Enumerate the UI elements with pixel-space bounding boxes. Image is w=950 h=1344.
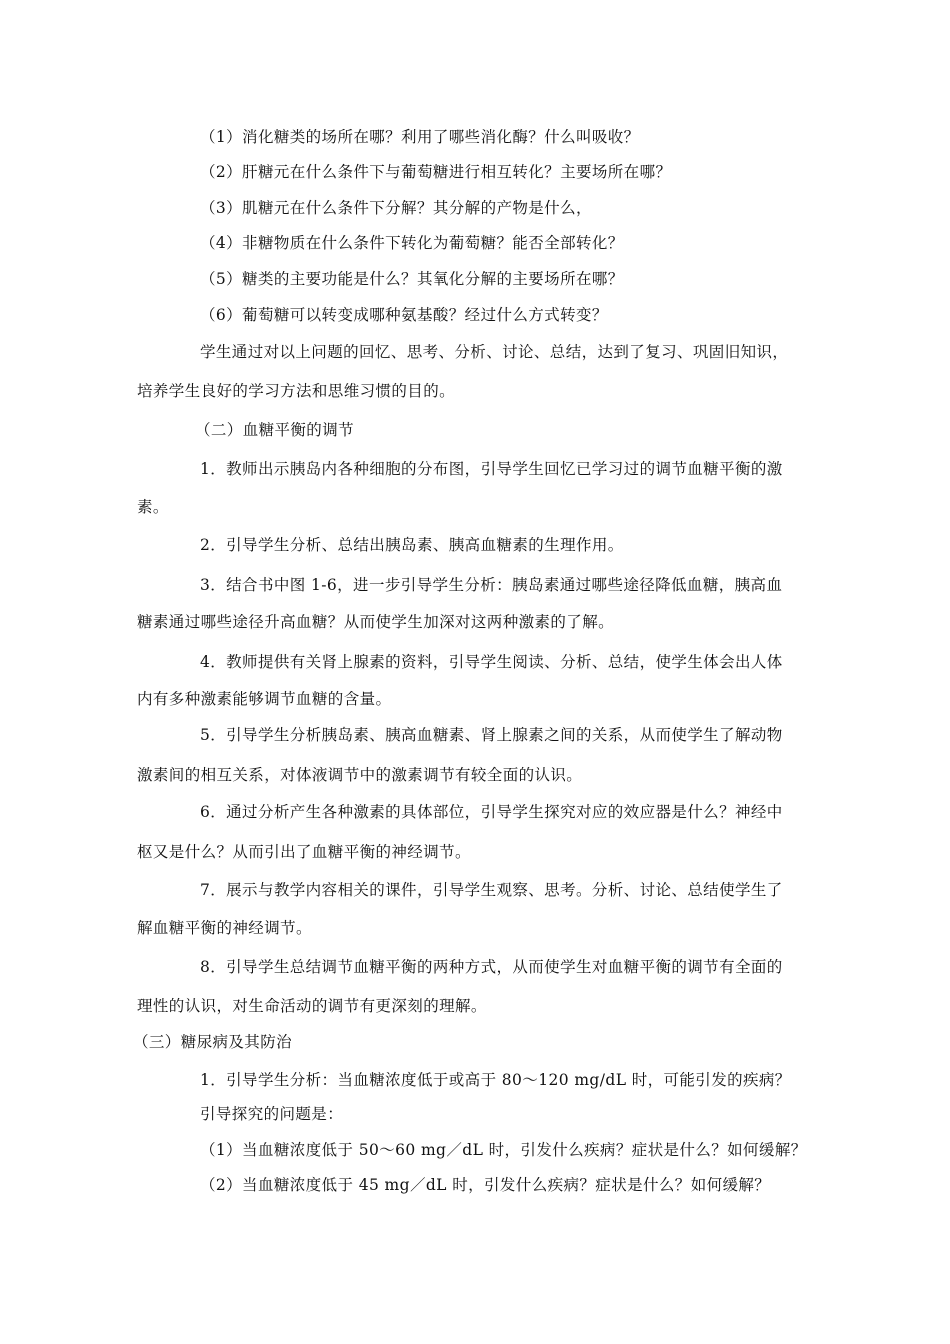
- question-5: （5）糖类的主要功能是什么？其氧化分解的主要场所在哪？: [200, 270, 624, 288]
- list-item-6-cont: 枢又是什么？从而引出了血糖平衡的神经调节。: [137, 843, 471, 861]
- question-3: （3）肌糖元在什么条件下分解？其分解的产物是什么，: [200, 199, 592, 217]
- list-item-2: 2．引导学生分析、总结出胰岛素、胰高血糖素的生理作用。: [200, 536, 624, 554]
- list-item-1-cont: 素。: [137, 498, 169, 516]
- list-item-1: 1．教师出示胰岛内各种细胞的分布图，引导学生回忆已学习过的调节血糖平衡的激: [200, 460, 783, 478]
- list-item-7-cont: 解血糖平衡的神经调节。: [137, 919, 312, 937]
- list-item-5: 5．引导学生分析胰岛素、胰高血糖素、肾上腺素之间的关系，从而使学生了解动物: [200, 726, 783, 744]
- question-1: （1）消化糖类的场所在哪？利用了哪些消化酶？什么叫吸收？: [200, 128, 640, 146]
- list-item-6: 6．通过分析产生各种激素的具体部位，引导学生探究对应的效应器是什么？神经中: [200, 803, 783, 821]
- list-item-4: 4．教师提供有关肾上腺素的资料，引导学生阅读、分析、总结，使学生体会出人体: [200, 653, 783, 671]
- list-item-1: 1．引导学生分析：当血糖浓度低于或高于 80～120 mg/dL 时，可能引发的疾病？: [200, 1071, 791, 1089]
- section-heading-3: （三）糖尿病及其防治: [133, 1033, 293, 1051]
- paragraph-line: 学生通过对以上问题的回忆、思考、分析、讨论、总结，达到了复习、巩固旧知识，: [200, 343, 789, 361]
- section-heading-2: （二）血糖平衡的调节: [195, 421, 355, 439]
- list-item-3-cont: 糖素通过哪些途径升高血糖？从而使学生加深对这两种激素的了解。: [137, 613, 615, 631]
- sub-question-1: （1）当血糖浓度低于 50～60 mg／dL 时，引发什么疾病？症状是什么？如何缓解？: [200, 1141, 807, 1159]
- list-item-8: 8．引导学生总结调节血糖平衡的两种方式，从而使学生对血糖平衡的调节有全面的: [200, 958, 783, 976]
- question-4: （4）非糖物质在什么条件下转化为葡萄糖？能否全部转化？: [200, 234, 624, 252]
- question-6: （6）葡萄糖可以转变成哪种氨基酸？经过什么方式转变？: [200, 306, 608, 324]
- question-2: （2）肝糖元在什么条件下与葡萄糖进行相互转化？主要场所在哪？: [200, 163, 672, 181]
- list-item-8-cont: 理性的认识，对生命活动的调节有更深刻的理解。: [137, 997, 487, 1015]
- sub-question-2: （2）当血糖浓度低于 45 mg／dL 时，引发什么疾病？症状是什么？如何缓解？: [200, 1176, 771, 1194]
- paragraph-line: 培养学生良好的学习方法和思维习惯的目的。: [137, 382, 456, 400]
- list-item-3: 3．结合书中图 1-6，进一步引导学生分析：胰岛素通过哪些途径降低血糖，胰高血: [200, 576, 783, 594]
- list-item-4-cont: 内有多种激素能够调节血糖的含量。: [137, 690, 392, 708]
- list-item-7: 7．展示与教学内容相关的课件，引导学生观察、思考。分析、讨论、总结使学生了: [200, 881, 783, 899]
- list-item-5-cont: 激素间的相互关系，对体液调节中的激素调节有较全面的认识。: [137, 766, 583, 784]
- paragraph-line: 引导探究的问题是：: [200, 1105, 344, 1123]
